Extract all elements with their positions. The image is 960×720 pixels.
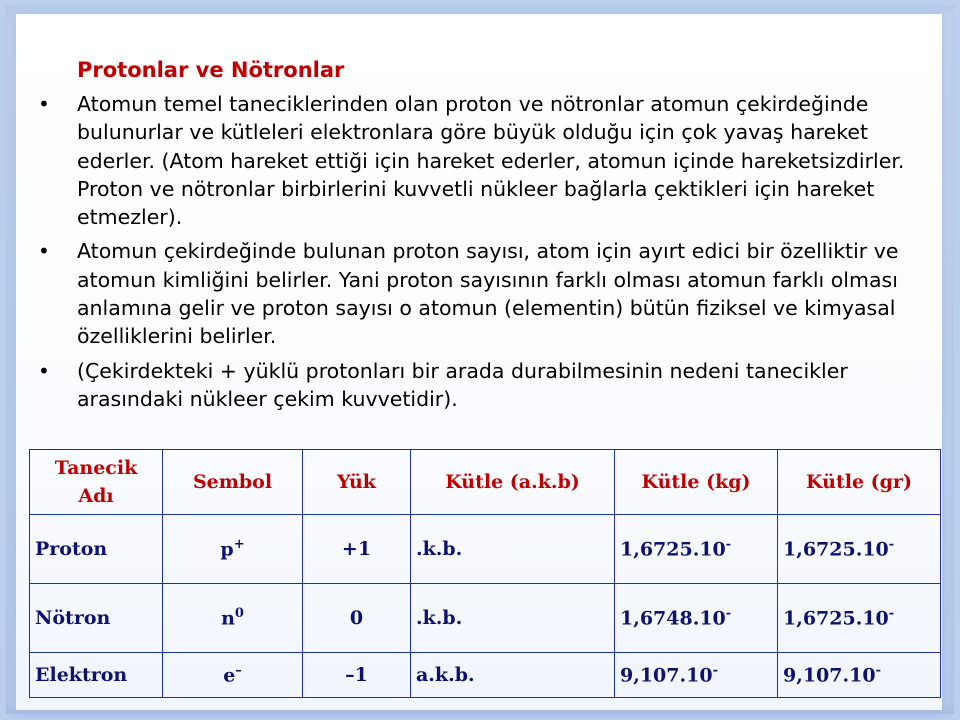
cell-mass-kg: 9,107.10- xyxy=(615,653,778,698)
cell-mass-kg: 1,6725.10- xyxy=(615,515,778,584)
bullet-icon: • xyxy=(38,239,50,264)
cell-charge: –1 xyxy=(303,653,411,698)
cell-mass-amu: a.k.b. xyxy=(411,653,615,698)
header-mass-gr: Kütle (gr) xyxy=(778,450,941,515)
cell-mass-gr: 9,107.10- xyxy=(778,653,941,698)
bullet-text: Atomun çekirdeğinde bulunan proton sayısı, atom için ayırt edici bir özelliktir ve atomun kimliğini belirler. Yani proton sayısının farklı olması atomun farklı olması anlamına gelir ve proton sayısı o atomun (elementin) bütün fiziksel ve kimyasal özelliklerini belirler. xyxy=(77,239,899,349)
bullet-list xyxy=(36,90,916,419)
bullet-icon: • xyxy=(38,92,50,116)
cell-mass-amu: .k.b. xyxy=(411,515,615,584)
cell-name: Elektron xyxy=(30,653,163,698)
header-mass-kg: Kütle (kg) xyxy=(615,450,778,515)
bullet-text: Atomun temel taneciklerinden olan proton ve nötronlar atomun çekirdeğinde bulunurlar ve kütleleri elektronlara göre büyük olduğu için çok yavaş hareket ederler. (Atom hareket ettiği için hareket ederler, atomun içinde hareketsizdirler. Proton ve nötronlar birbirlerini kuvvetli nükleer bağlarla çektikleri için hareket etmezler). xyxy=(77,92,905,230)
cell-mass-gr: 1,6725.10- xyxy=(778,584,941,653)
cell-symbol: $n^0$ xyxy=(163,584,303,653)
bullet-item xyxy=(36,90,916,231)
table-header-row xyxy=(30,450,941,515)
bullet-item xyxy=(36,237,916,350)
bullet-item xyxy=(36,357,916,414)
cell-mass-amu: .k.b. xyxy=(411,584,615,653)
particle-table xyxy=(29,449,941,698)
cell-charge: +1 xyxy=(303,515,411,584)
cell-symbol: p+ xyxy=(163,515,303,584)
table-row xyxy=(30,653,941,698)
header-particle-name: Tanecik Adı xyxy=(30,450,163,515)
cell-name: Nötron xyxy=(30,584,163,653)
bullet-text: (Çekirdekteki + yüklü protonları bir arada durabilmesinin nedeni tanecikler arasındaki nükleer çekim kuvvetidir). xyxy=(77,358,848,411)
cell-symbol: e– xyxy=(163,653,303,698)
cell-mass-kg: 1,6748.10- xyxy=(615,584,778,653)
table-row xyxy=(30,584,941,653)
header-charge: Yük xyxy=(303,450,411,515)
slide-heading: Protonlar ve Nötronlar xyxy=(77,58,345,82)
cell-name: Proton xyxy=(30,515,163,584)
header-symbol: Sembol xyxy=(163,450,303,515)
bullet-icon: • xyxy=(38,358,50,383)
table-row xyxy=(30,515,941,584)
cell-mass-gr: 1,6725.10- xyxy=(778,515,941,584)
header-mass-amu: Kütle (a.k.b) xyxy=(411,450,615,515)
cell-charge: 0 xyxy=(303,584,411,653)
